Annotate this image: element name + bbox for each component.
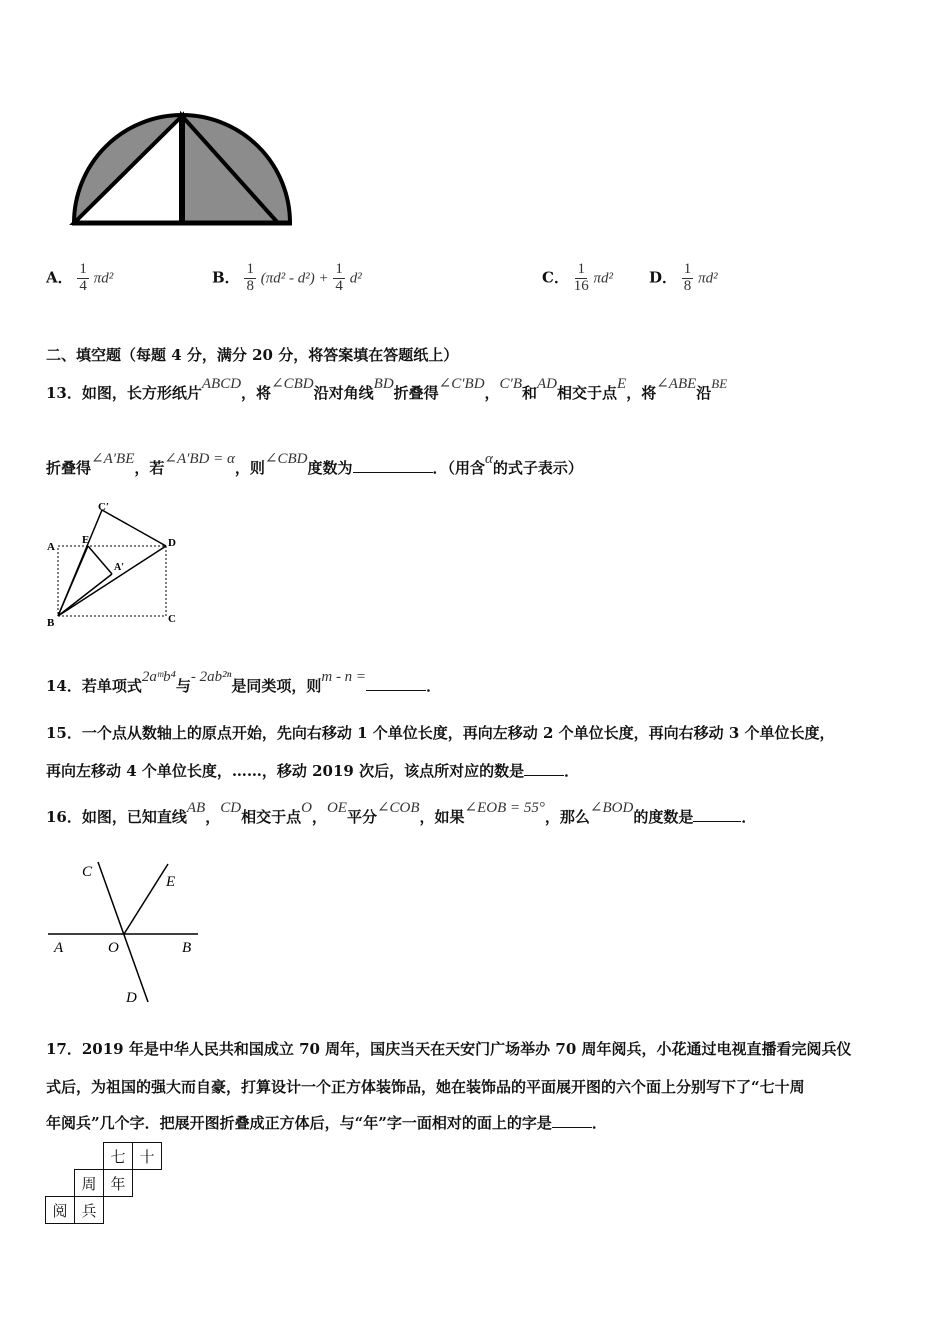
label-a: A — [47, 541, 55, 553]
q15-line-2: 再向左移动 4 个单位长度，……，移动 2019 次后，该点所对应的数是 ． — [46, 762, 580, 780]
option-b-fraction-2: $\frac{1}{4}$ — [335, 261, 343, 294]
option-a-expr: πd² — [93, 270, 114, 287]
label-e: E — [166, 874, 176, 890]
q17-line-3: 年阅兵”几个字．把展开图折叠成正方体后，与“年”字一面相对的面上的字是 ． — [46, 1114, 607, 1132]
net-cell-shi: 十 — [133, 1143, 162, 1170]
q17-line-2: 式后，为祖国的强大而自豪，打算设计一个正方体装饰品，她在装饰品的平面展开图的六个面上分别写下了“七十周 — [46, 1078, 805, 1096]
q13-answer-blank[interactable] — [353, 458, 433, 473]
q13-line-2: 折叠得∠A′BE，若∠A′BD = α，则∠CBD度数为 ．（用含α的式子表示） — [46, 451, 583, 477]
option-b-fraction: $\frac{1}{8}$ — [246, 261, 254, 294]
label-b: B — [47, 617, 55, 629]
option-b-mid: (πd² - d²) + — [260, 270, 329, 287]
intersecting-lines-figure — [46, 852, 206, 1008]
option-d-label: D． — [649, 268, 678, 287]
option-a-fraction: $\frac{1}{4}$ — [79, 261, 87, 294]
folded-rectangle-figure — [44, 498, 184, 630]
option-d-expr: πd² — [698, 270, 718, 287]
net-cell-bing: 兵 — [75, 1197, 104, 1224]
label-a: A — [54, 940, 64, 956]
option-c[interactable] — [542, 262, 613, 295]
q15-line-1: 15．一个点从数轴上的原点开始，先向右移动 1 个单位长度，再向左移动 2 个单位长度，再向右移动 3 个单位长度， — [46, 724, 835, 742]
label-c: C — [168, 613, 176, 625]
cube-net — [45, 1142, 162, 1224]
q13-line-1: 13．如图，长方形纸片ABCD，将∠CBD沿对角线BD折叠得∠C′BD，C′B和AD相交于点E，将∠ABE沿BE — [46, 376, 728, 402]
option-d-fraction: $\frac{1}{8}$ — [683, 261, 692, 294]
option-c-expr: πd² — [593, 270, 614, 287]
q17-line-1: 17．2019 年是中华人民共和国成立 70 周年，国庆当天在天安门广场举办 70 周年阅兵，小花通过电视直播看完阅兵仪 — [46, 1040, 852, 1058]
option-b-label: B． — [212, 268, 240, 287]
section-heading: 二、填空题（每题 4 分，满分 20 分，将答案填在答题纸上） — [46, 346, 459, 364]
label-e: E — [82, 534, 90, 546]
semicircle-figure — [68, 108, 296, 230]
option-b-expr: d² — [349, 270, 362, 287]
option-b[interactable] — [212, 262, 362, 295]
label-d: D — [168, 537, 176, 549]
label-d: D — [126, 990, 137, 1006]
q16-answer-blank[interactable] — [693, 807, 741, 822]
net-cell-zhou: 周 — [75, 1170, 104, 1197]
label-o: O — [108, 940, 119, 956]
label-a-prime: A′ — [114, 562, 125, 573]
option-a-label: A． — [46, 268, 73, 287]
q14-answer-blank[interactable] — [366, 676, 426, 691]
q14-line: 14．若单项式2aᵐb⁴与- 2ab²ⁿ是同类项，则m - n = ． — [46, 669, 442, 695]
q16-line: 16．如图，已知直线AB，CD相交于点O，OE平分∠COB，如果∠EOB = 55°，那么∠BOD的度数是 ． — [46, 800, 757, 826]
q15-answer-blank[interactable] — [524, 761, 564, 776]
option-d[interactable] — [649, 262, 718, 295]
label-b: B — [182, 940, 192, 956]
option-c-fraction: $\frac{1}{16}$ — [573, 261, 589, 294]
option-a[interactable] — [46, 262, 113, 295]
q17-answer-blank[interactable] — [552, 1113, 592, 1128]
label-c: C — [82, 864, 93, 880]
label-c-prime: C′ — [98, 501, 110, 513]
net-cell-yue: 阅 — [46, 1197, 75, 1224]
net-cell-qi: 七 — [104, 1143, 133, 1170]
option-c-label: C． — [542, 268, 569, 287]
net-cell-nian: 年 — [104, 1170, 133, 1197]
